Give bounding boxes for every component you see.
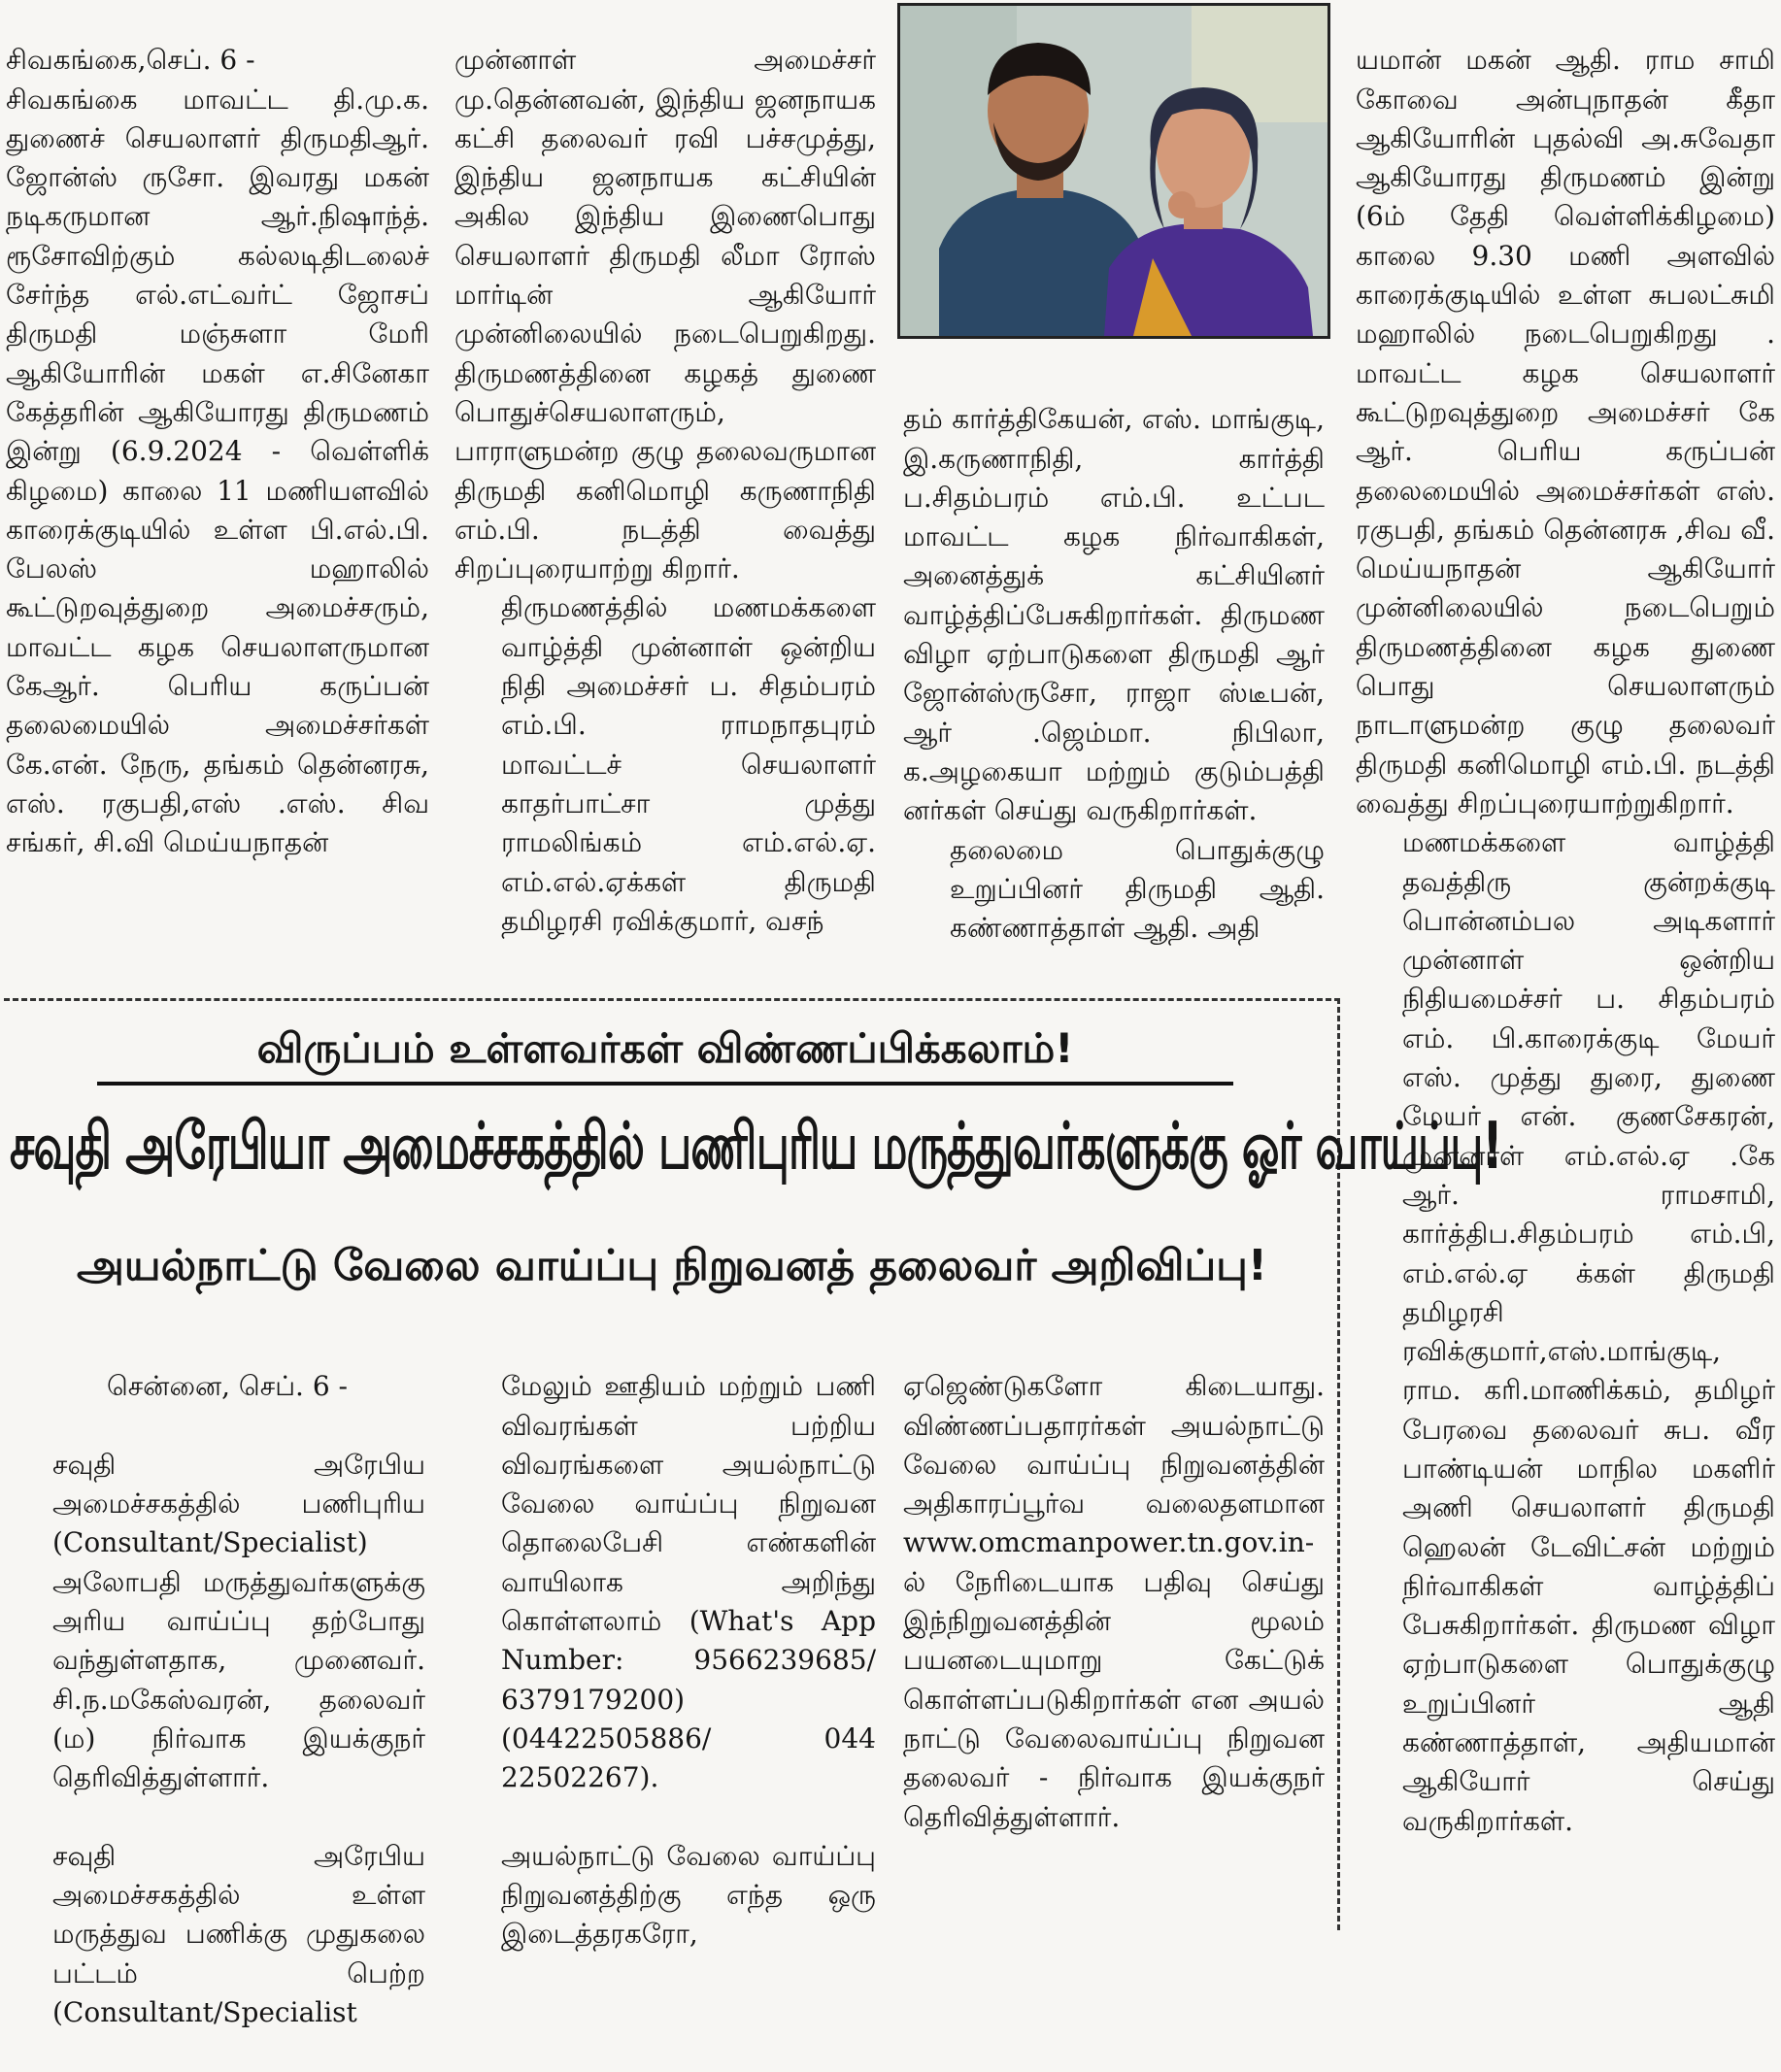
wedding-col-2 [454, 2, 876, 963]
wedding-col-2-p1: முன்னாள் அமைச்சர் மு.தென்னவன், இந்திய ஜனநாயக கட்சி தலைவர் ரவி பச்சமுத்து, இந்திய ஜனநாயக கட்சியின் அகில இந்திய இணைபொது செயலாளர் திருமதி லீமா ரோஸ் மார்டின் ஆகியோர் முன்னிலையில் நடைபெறுகிறது. திருமணத்தினை கழகத் துணை பொதுச்செயலாளரும், பாராளுமன்ற குழு தலைவருமான திருமதி கனிமொழி கருணாநிதி எம்.பி. நடத்தி வைத்து சிறப்புரையாற்று கிறார். [454, 44, 876, 585]
notice-col-2 [454, 1328, 876, 1951]
notice-dateline: சென்னை, செப். 6 - [107, 1370, 349, 1403]
wedding-col-3-p1: தம் கார்த்திகேயன், எஸ். மாங்குடி, இ.கருணாநிதி, கார்த்தி ப.சிதம்பரம் எம்.பி. உட்பட மாவட்ட கழக நிர்வாகிகள், அனைத்துக் கட்சியினர் வாழ்த்திப்பேசுகிறார்கள். திருமண விழா ஏற்பாடுகளை திருமதி ஆர் ஜோன்ஸ்ருசோ, ராஜா ஸ்டீபன், ஆர் .ஜெம்மா. நிபிலா, க.அழகையா மற்றும் குடும்பத்தி னர்கள் செய்து வருகிறார்கள். [903, 403, 1325, 827]
notice-col-1-p2: சவுதி அரேபிய அமைச்சகத்தில் உள்ள மருத்துவ பணிக்கு முதுகலை பட்டம் பெற்ற (Consultant/Specialist [52, 1839, 425, 2029]
notice-kicker: விருப்பம் உள்ளவர்கள் விண்ணப்பிக்கலாம்! [97, 1016, 1233, 1086]
notice-col-2-p1: மேலும் ஊதியம் மற்றும் பணி விவரங்கள் பற்றிய விவரங்களை அயல்நாட்டு வேலை வாய்ப்பு நிறுவன தொலைபேசி எண்களின் வாயிலாக அறிந்து கொள்ளலாம் (What's App Number: 9566239685/ 6379179200) (04422505886/ 044 22502267). [501, 1370, 876, 1794]
wedding-col-3-p2: தலைமை பொதுக்குழு உறுப்பினர் திருமதி ஆதி. கண்ணாத்தாள் ஆதி. அதி [950, 833, 1325, 945]
wedding-col-1-text: சிவகங்கை,செப். 6 - சிவகங்கை மாவட்ட தி.மு.க. துணைச் செயலாளர் திருமதிஆர். ஜோன்ஸ் ருசோ. இவரது மகன் நடிகருமான ஆர்.நிஷாந்த். ரூசோவிற்கும் கல்லடிதிடலைச் சேர்ந்த எல்.எட்வர்ட் ஜோசப் திருமதி மஞ்சுளா மேரி ஆகியோரின் மகள் எ.சினேகா கேத்தரின் ஆகியோரது திருமணம் இன்று (6.9.2024 - வெள்ளிக் கிழமை) காலை 11 மணியளவில் காரைக்குடியில் உள்ள பி.எல்.பி. பேலஸ் மஹாலில் கூட்டுறவுத்துறை அமைச்சரும், மாவட்ட கழக செயலாளருமான கேஆர். பெரிய கருப்பன் தலைமையில் அமைச்சர்கள் கே.என். நேரு, தங்கம் தென்னரசு, எஸ். ரகுபதி,எஸ் .எஸ். சிவ சங்கர், சி.வி மெய்யநாதன் [6, 44, 429, 859]
couple-photo [897, 3, 1330, 339]
wedding-col-2-p2: திருமணத்தில் மணமக்களை வாழ்த்தி முன்னாள் ஒன்றிய நிதி அமைச்சர் ப. சிதம்பரம் எம்.பி. ராமநாதபுரம் மாவட்டச் செயலாளர் காதர்பாட்சா முத்து ராமலிங்கம் எம்.எல்.ஏ. எம்.எல்.ஏக்கள் திருமதி தமிழரசி ரவிக்குமார், வசந் [501, 591, 876, 937]
notice-subhead: அயல்நாட்டு வேலை வாய்ப்பு நிறுவனத் தலைவர் அறிவிப்பு! [76, 1241, 1267, 1290]
wedding-col-4-p1: யமான் மகன் ஆதி. ராம சாமி கோவை அன்புநாதன் கீதா ஆகியோரின் புதல்வி அ.சுவேதா ஆகியோரது திருமணம் இன்று (6ம் தேதி வெள்ளிக்கிழமை) காலை 9.30 மணி அளவில் காரைக்குடியில் உள்ள சுபலட்சுமி மஹாலில் நடைபெறுகிறது . மாவட்ட கழக செயலாளர் கூட்டுறவுத்துறை அமைச்சர் கே ஆர். பெரிய கருப்பன் தலைமையில் அமைச்சர்கள் எஸ். ரகுபதி, தங்கம் தென்னரசு ,சிவ வீ. மெய்யநாதன் ஆகியோர் முன்னிலையில் நடைபெறும் திருமணத்தினை கழக துணை பொது செயலாளரும் நாடாளுமன்ற குழு தலைவர் திருமதி கனிமொழி எம்.பி. நடத்தி வைத்து சிறப்புரையாற்றுகிறார். [1356, 44, 1775, 819]
wedding-col-3 [903, 361, 1325, 963]
notice-col-3-p1: ஏஜெண்டுகளோ கிடையாது. விண்ணப்பதாரர்கள் அயல்நாட்டு வேலை வாய்ப்பு நிறுவனத்தின் அதிகாரப்பூர்வ வலைதளமான www.omcmanpower.tn.gov.in-ல் நேரிடையாக பதிவு செய்து இந்நிறுவனத்தின் மூலம் பயனடையுமாறு கேட்டுக் கொள்ளப்படுகிறார்கள் என அயல் நாட்டு வேலைவாய்ப்பு நிறுவன தலைவர் - நிர்வாக இயக்குநர் தெரிவித்துள்ளார். [903, 1370, 1325, 1833]
couple-photo-illustration [900, 6, 1327, 336]
wedding-col-1 [6, 2, 429, 963]
notice-col-1-p1: சவுதி அரேபிய அமைச்சகத்தில் பணிபுரிய (Consultant/Specialist) அலோபதி மருத்துவர்களுக்கு அரிய வாய்ப்பு தற்போது வந்துள்ளதாக, முனைவர். சி.ந.மகேஸ்வரன், தலைவர் (ம) நிர்வாக இயக்குநர் தெரிவித்துள்ளார். [52, 1448, 425, 1794]
wedding-col-4 [1356, 2, 1775, 1915]
wedding-col-4-p2: மணமக்களை வாழ்த்தி தவத்திரு குன்றக்குடி பொன்னம்பல அடிகளார் முன்னாள் ஒன்றிய நிதியமைச்சர் ப. சிதம்பரம் எம். பி.காரைக்குடி மேயர் எஸ். முத்து துரை, துணை மேயர் என். குணசேகரன், முன்னாள் எம்.எல்.ஏ .கே ஆர். ராமசாமி, கார்த்திப.சிதம்பரம் எம்.பி, எம்.எல்.ஏ க்கள் திருமதி தமிழரசி ரவிக்குமார்,எஸ்.மாங்குடி, ராம. கரி.மாணிக்கம், தமிழர் பேரவை தலைவர் சுப. வீர பாண்டியன் மாநில மகளிர் அணி செயலாளர் திருமதி ஹெலன் டேவிட்சன் மற்றும் நிர்வாகிகள் வாழ்த்திப் பேசுகிறார்கள். திருமண விழா ஏற்பாடுகளை பொதுக்குழு உறுப்பினர் ஆதி கண்ணாத்தாள், அதியமான் ஆகியோர் செய்து வருகிறார்கள். [1402, 826, 1775, 1837]
notice-col-3 [903, 1328, 1325, 1921]
notice-headline: சவுதி அரேபியா அமைச்சகத்தில் பணிபுரிய மருத்துவர்களுக்கு ஓர் வாய்ப்பு! [10, 1107, 1502, 1185]
notice-col-1 [6, 1328, 425, 2029]
notice-col-2-p2: அயல்நாட்டு வேலை வாய்ப்பு நிறுவனத்திற்கு எந்த ஒரு இடைத்தரகரோ, [501, 1839, 876, 1951]
